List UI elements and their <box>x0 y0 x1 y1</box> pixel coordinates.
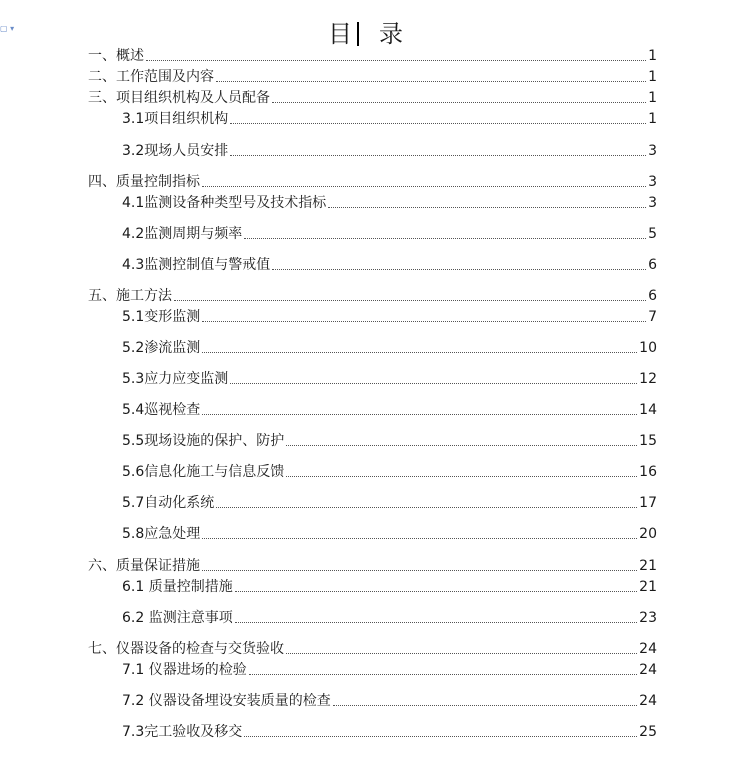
toc-entry[interactable] <box>88 89 657 107</box>
toc-entry[interactable] <box>122 308 657 326</box>
toc-entry-page-number: 3 <box>648 143 657 159</box>
toc-entry-page-number: 3 <box>648 174 657 190</box>
toc-entry[interactable] <box>122 225 657 243</box>
toc-entry[interactable] <box>122 692 657 710</box>
toc-leader-dots <box>202 569 637 571</box>
title-char-left: 目 <box>328 20 354 48</box>
toc-entry-page-number: 17 <box>639 495 657 511</box>
toc-entry-label: 5.6信息化施工与信息反馈 <box>122 464 285 480</box>
toc-entry-page-number: 20 <box>639 526 657 542</box>
toc-leader-dots <box>286 475 637 477</box>
toc-entry-page-number: 1 <box>648 90 657 106</box>
toc-entry[interactable] <box>122 463 657 481</box>
toc-leader-dots <box>249 673 637 675</box>
toc-leader-dots <box>333 704 637 706</box>
toc-entry[interactable] <box>122 142 657 160</box>
toc-entry-label: 5.4巡视检查 <box>122 402 201 418</box>
toc-entry[interactable] <box>122 339 657 357</box>
toc-entry-label: 六、质量保证措施 <box>88 558 200 574</box>
toc-entry-label: 4.1监测设备种类型号及技术指标 <box>122 195 327 211</box>
toc-leader-dots <box>286 444 637 446</box>
toc-leader-dots <box>174 299 646 301</box>
toc-entry[interactable] <box>122 661 657 679</box>
toc-entry-page-number: 7 <box>648 309 657 325</box>
toc-entry-label: 3.1项目组织机构 <box>122 111 229 127</box>
toc-entry-label: 4.3监测控制值与警戒值 <box>122 257 271 273</box>
gutter-marker-icon: ▢ ▾ <box>0 24 15 33</box>
toc-entry[interactable] <box>122 525 657 543</box>
toc-leader-dots <box>216 506 637 508</box>
toc-entry-label: 3.2现场人员安排 <box>122 143 229 159</box>
toc-entry-page-number: 1 <box>648 69 657 85</box>
toc-entry-label: 一、概述 <box>88 48 144 64</box>
toc-entry-page-number: 24 <box>639 662 657 678</box>
toc-entry-label: 6.1 质量控制措施 <box>122 579 233 595</box>
toc-entry-page-number: 24 <box>639 641 657 657</box>
toc-leader-dots <box>230 154 646 156</box>
toc-leader-dots <box>202 351 637 353</box>
toc-leader-dots <box>202 537 637 539</box>
toc-entry-page-number: 1 <box>648 111 657 127</box>
toc-leader-dots <box>230 382 637 384</box>
toc-entry-label: 6.2 监测注意事项 <box>122 610 233 626</box>
toc-entry[interactable] <box>122 578 657 596</box>
toc-leader-dots <box>235 590 637 592</box>
toc-entry-label: 5.7自动化系统 <box>122 495 215 511</box>
toc-entry-page-number: 14 <box>639 402 657 418</box>
toc-entry-label: 5.1变形监测 <box>122 309 201 325</box>
toc-leader-dots <box>146 59 646 61</box>
toc-leader-dots <box>286 652 637 654</box>
toc-entry[interactable] <box>88 640 657 658</box>
toc-entry-label: 7.1 仪器进场的检验 <box>122 662 247 678</box>
toc-entry-page-number: 10 <box>639 340 657 356</box>
toc-entry-page-number: 1 <box>648 48 657 64</box>
toc-entry[interactable] <box>122 723 657 741</box>
toc-entry[interactable] <box>88 557 657 575</box>
toc-leader-dots <box>235 621 637 623</box>
toc-entry-label: 三、项目组织机构及人员配备 <box>88 90 270 106</box>
title-char-right: 录 <box>379 20 405 48</box>
toc-entry-page-number: 6 <box>648 288 657 304</box>
toc-entry[interactable] <box>122 494 657 512</box>
toc-leader-dots <box>272 101 646 103</box>
toc-leader-dots <box>272 268 646 270</box>
toc-entry[interactable] <box>122 110 657 128</box>
toc-entry-label: 7.2 仪器设备埋设安装质量的检查 <box>122 693 331 709</box>
toc-entry-page-number: 16 <box>639 464 657 480</box>
toc-entry-page-number: 25 <box>639 724 657 740</box>
toc-entry[interactable] <box>88 47 657 65</box>
toc-leader-dots <box>328 206 646 208</box>
toc-entry-label: 5.5现场设施的保护、防护 <box>122 433 285 449</box>
toc-entry-label: 四、质量控制指标 <box>88 174 200 190</box>
toc-entry-page-number: 3 <box>648 195 657 211</box>
toc-entry[interactable] <box>88 68 657 86</box>
toc-entry-label: 5.8应急处理 <box>122 526 201 542</box>
toc-entry[interactable] <box>122 401 657 419</box>
toc-leader-dots <box>202 413 637 415</box>
toc-entry-page-number: 15 <box>639 433 657 449</box>
toc-entry-page-number: 21 <box>639 558 657 574</box>
toc-leader-dots <box>244 735 637 737</box>
toc-entry[interactable] <box>88 287 657 305</box>
toc-entry-page-number: 12 <box>639 371 657 387</box>
toc-entry-label: 4.2监测周期与频率 <box>122 226 243 242</box>
toc-leader-dots <box>202 185 646 187</box>
toc-entry-label: 七、仪器设备的检查与交货验收 <box>88 641 284 657</box>
toc-entry-label: 5.2渗流监测 <box>122 340 201 356</box>
toc-entry-page-number: 5 <box>648 226 657 242</box>
toc-entry-label: 5.3应力应变监测 <box>122 371 229 387</box>
toc-entry[interactable] <box>122 609 657 627</box>
toc-entry-label: 五、施工方法 <box>88 288 172 304</box>
toc-entry-page-number: 21 <box>639 579 657 595</box>
toc-entry-label: 7.3完工验收及移交 <box>122 724 243 740</box>
toc-entry-page-number: 6 <box>648 257 657 273</box>
toc-leader-dots <box>202 320 646 322</box>
toc-entry[interactable] <box>88 173 657 191</box>
toc-leader-dots <box>244 237 646 239</box>
toc-entry-page-number: 24 <box>639 693 657 709</box>
toc-entry[interactable] <box>122 194 657 212</box>
toc-entry-label: 二、工作范围及内容 <box>88 69 214 85</box>
toc-entry-page-number: 23 <box>639 610 657 626</box>
toc-entry[interactable] <box>122 370 657 388</box>
toc-entry[interactable] <box>122 432 657 450</box>
toc-leader-dots <box>216 80 646 82</box>
toc-entry[interactable] <box>122 256 657 274</box>
toc-leader-dots <box>230 122 646 124</box>
